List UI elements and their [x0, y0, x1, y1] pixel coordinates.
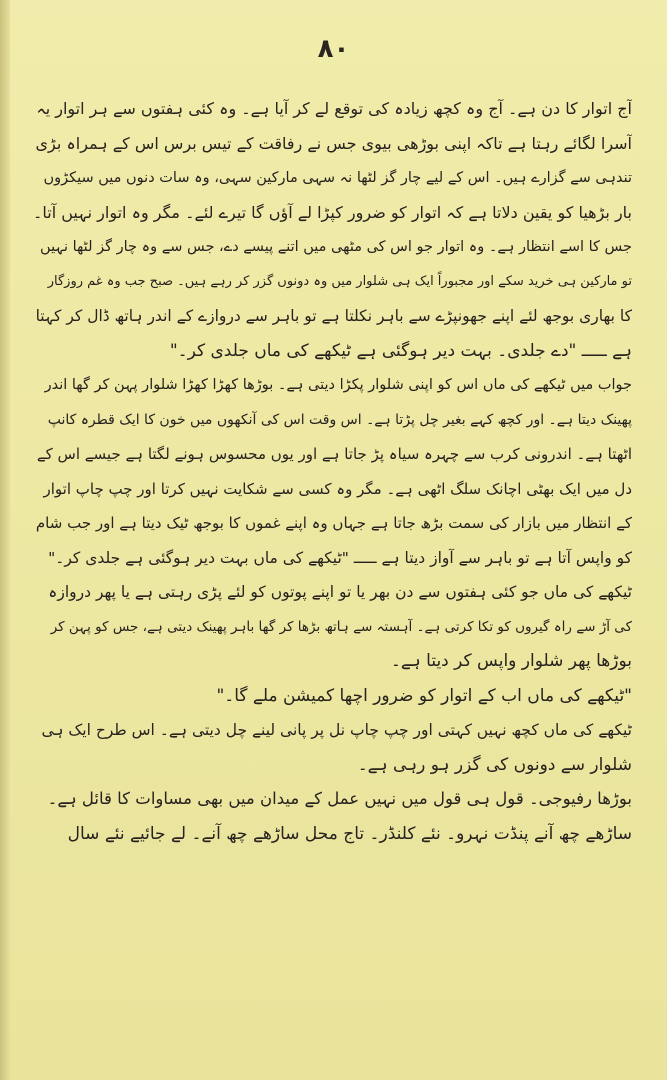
- text-line: تو مارکین ہی خرید سکے اور مجبوراً ایک ہی شلوار میں وہ دونوں گزر کر رہے ہیں۔ صبح جب وہ غم روزگار: [47, 273, 632, 289]
- text-line: کا بھاری بوجھ لئے اپنے جھونپڑے سے باہر نکلتا ہے تو باہر سے دروازے کے اندر ہاتھ ڈال کر کہتا: [35, 307, 632, 325]
- text-line: شلوار سے دونوں کی گزر ہو رہی ہے۔: [357, 754, 632, 775]
- text-line: بار بڑھیا کو یقین دلاتا ہے کہ اتوار کو ضرور کپڑا لے آؤں گا تیرے لئے۔ مگر وہ اتوار نہیں آتا۔: [32, 202, 632, 222]
- text-line: ٹیکھے کی ماں جو کئی ہفتوں سے دن بھر یا تو اپنے پوتوں کو لئے پڑی رہتی ہے یا پھر دروازہ: [48, 583, 632, 601]
- text-line: جس کا اسے انتظار ہے۔ وہ اتوار جو اس کی مٹھی میں اتنے پیسے دے، جس سے وہ چار گز لٹھا نہیں: [40, 239, 632, 255]
- text-line: کو واپس آتا ہے تو باہر سے آواز دیتا ہے ـــــ "ٹیکھے کی ماں بہت دیر ہوگئی ہے جلدی کر۔": [48, 548, 632, 567]
- text-line: بوڑھا پھر شلوار واپس کر دیتا ہے۔: [390, 651, 632, 671]
- text-line: "ٹیکھے کی ماں اب کے اتوار کو ضرور اچھا کمیشن ملے گا۔": [216, 685, 632, 706]
- text-line: تندہی سے گزارے ہیں۔ اس کے لیے چار گز لٹھا نہ سہی مارکین سہی، وہ سات دنوں میں سیکڑوں: [43, 170, 632, 186]
- text-line: جواب میں ٹیکھے کی ماں اس کو اپنی شلوار پکڑا دیتی ہے۔ بوڑھا کھڑا کھڑا شلوار پہن کر گھا اندر: [44, 377, 632, 393]
- text-line: کی آڑ سے راہ گیروں کو تکا کرتی ہے۔ آہستہ سے ہاتھ بڑھا کر گھا باہر پھینک دیتی ہے، جس کو پہن کر: [50, 618, 632, 635]
- text-line: ہے ـــــ "دے جلدی۔ بہت دیر ہوگئی ہے ٹیکھے کی ماں جلدی کر۔": [169, 340, 632, 361]
- text-line: ساڑھے چھ آنے پنڈت نہرو۔ نئے کلنڈر۔ تاج محل ساڑھے چھ آنے۔ لے جائیے نئے سال: [67, 823, 632, 844]
- text-line: اٹھتا ہے۔ اندرونی کرب سے چہرہ سیاہ پڑ جاتا ہے اور یوں محسوس ہونے لگتا ہے جیسے اس کے: [36, 445, 632, 463]
- text-line: کے انتظار میں بازار کی سمت بڑھ جاتا ہے جہاں وہ اپنے غموں کا بوجھ ٹیک دیتا ہے اور جب شام: [35, 514, 632, 532]
- text-line: آج اتوار کا دن ہے۔ آج وہ کچھ زیادہ کی توقع لے کر آیا ہے۔ وہ کئی ہفتوں سے ہر اتوار یہ: [36, 99, 632, 118]
- page-number: ۸۰: [317, 34, 350, 64]
- text-line: آسرا لگائے رہتا ہے تاکہ اپنی بوڑھی بیوی جس نے رفاقت کے تیس برس اس کے ہمراہ بڑی: [35, 133, 632, 153]
- page-edge-shadow: [0, 0, 10, 1080]
- text-line: ٹیکھے کی ماں کچھ نہیں کہتی اور چپ چاپ نل پر پانی لینے چل دیتی ہے۔ اس طرح ایک ہی: [41, 721, 632, 739]
- text-line: بوڑھا رفیوجی۔ قول ہی قول میں نہیں عمل کے میدان میں بھی مساوات کا قائل ہے۔: [47, 789, 632, 808]
- text-line: دل میں ایک بھٹی اچانک سلگ اٹھی ہے۔ مگر وہ کسی سے شکایت نہیں کرتا اور چپ چاپ اتوار: [43, 479, 632, 498]
- body-text: [32, 92, 632, 851]
- text-line: پھینک دیتا ہے۔ اور کچھ کہے بغیر چل پڑتا ہے۔ اس وقت اس کی آنکھوں میں خون کا ایک قطرہ کانپ: [47, 411, 632, 428]
